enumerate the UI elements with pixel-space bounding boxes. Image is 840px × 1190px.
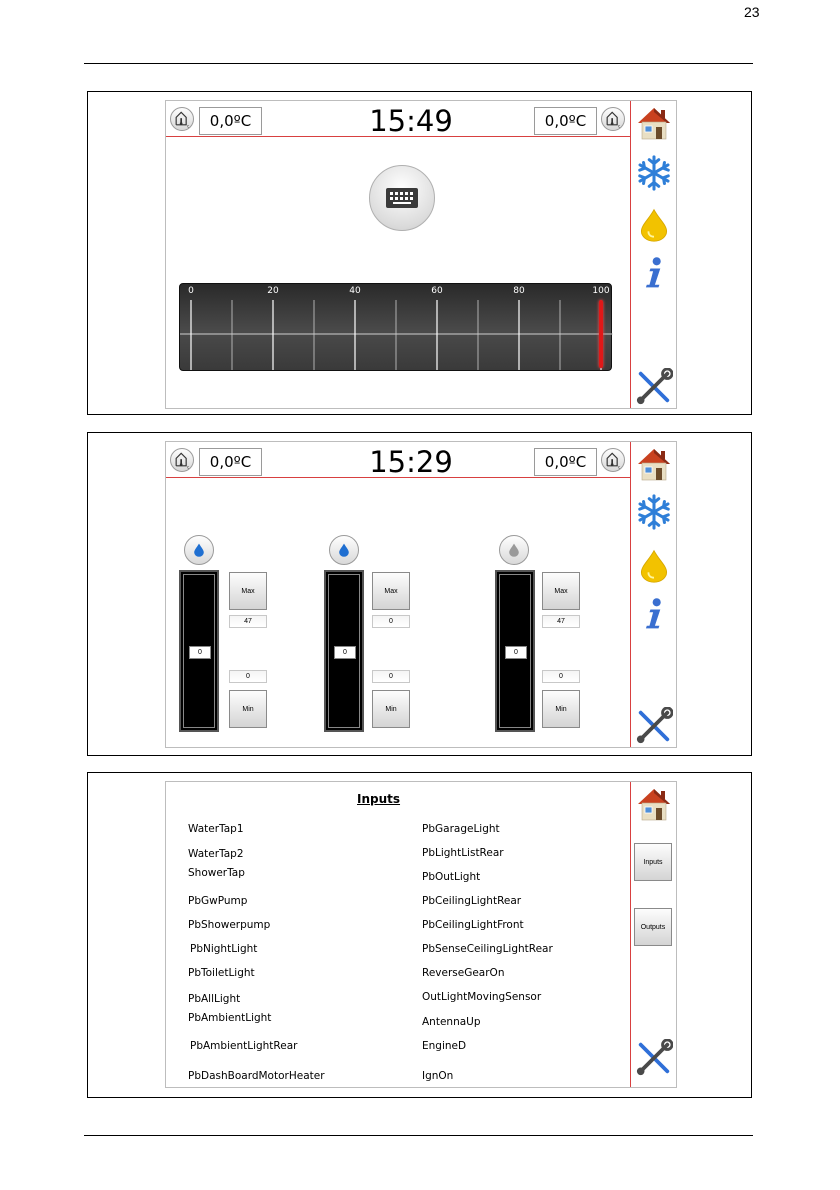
list-item: PbSenseCeilingLightRear [422, 943, 553, 955]
list-item: ShowerTap [188, 867, 245, 879]
outside-temp-icon[interactable] [601, 107, 625, 131]
icon-rail [630, 442, 676, 747]
gauge-indicator [599, 300, 603, 368]
gauge-tick-label: 40 [349, 286, 361, 296]
tank-3-min-value: 0 [542, 670, 580, 683]
status-header [166, 101, 631, 137]
tank-3-max-value: 47 [542, 615, 580, 628]
tank-1-drop-button[interactable] [184, 535, 214, 565]
list-item: PbOutLight [422, 871, 481, 883]
list-item: PbCeilingLightRear [422, 895, 522, 907]
icon-rail [630, 101, 676, 408]
list-item: WaterTap2 [188, 848, 244, 860]
water-drop-icon [506, 542, 522, 558]
water-drop-icon [191, 542, 207, 558]
list-item: PbShowerpump [188, 919, 271, 931]
tank-2-level-bar [324, 570, 364, 732]
status-header [166, 442, 631, 478]
inside-temp-icon[interactable] [170, 448, 194, 472]
tools-icon [635, 1039, 673, 1077]
gauge-tick-label: 20 [267, 286, 279, 296]
list-item: PbNightLight [190, 943, 258, 955]
inside-temp-display: 0,0ºC [199, 107, 262, 135]
outside-temp-display: 0,0ºC [534, 448, 597, 476]
display-screen-inputs [165, 781, 677, 1088]
list-item: OutLightMovingSensor [422, 991, 542, 1003]
gauge-grid [180, 284, 613, 372]
home-button[interactable] [634, 444, 674, 484]
home-icon [634, 784, 674, 824]
list-item: AntennaUp [422, 1016, 481, 1028]
home-button[interactable] [634, 784, 674, 824]
keyboard-button[interactable] [369, 165, 435, 231]
settings-button[interactable] [634, 706, 674, 746]
tank-1-level-bar [179, 570, 219, 732]
clock: 15:29 [369, 445, 453, 479]
info-button[interactable] [634, 594, 674, 634]
tank-2-level-value: 0 [334, 646, 356, 659]
list-item: PbAmbientLightRear [190, 1040, 298, 1052]
inside-temp-display: 0,0ºC [199, 448, 262, 476]
tank-3-max-button[interactable]: Max [542, 572, 580, 610]
tank-1-max-button[interactable]: Max [229, 572, 267, 610]
tools-icon [635, 707, 673, 745]
snowflake-icon [635, 154, 673, 192]
gauge-tick-label: 80 [513, 286, 525, 296]
tank-2-max-value: 0 [372, 615, 410, 628]
home-icon [634, 444, 674, 484]
settings-button[interactable] [634, 1038, 674, 1078]
gauge-tick-label: 0 [188, 286, 194, 296]
figure-panel-1 [87, 91, 752, 415]
heating-button[interactable] [634, 205, 674, 245]
info-button[interactable] [634, 253, 674, 293]
list-item: IgnOn [422, 1070, 454, 1082]
outside-temp-display: 0,0ºC [534, 107, 597, 135]
tank-1-max-value: 47 [229, 615, 267, 628]
list-item: PbToiletLight [188, 967, 255, 979]
header-rule [84, 63, 753, 64]
heating-button[interactable] [634, 546, 674, 586]
tank-3-level-bar [495, 570, 535, 732]
tank-3-drop-button[interactable] [499, 535, 529, 565]
gauge-tick-label: 60 [431, 286, 443, 296]
page-title: Inputs [357, 792, 401, 806]
list-item: PbAmbientLight [188, 1012, 272, 1024]
list-item: PbDashBoardMotorHeater [188, 1070, 325, 1082]
inputs-button[interactable]: Inputs [634, 843, 672, 881]
figure-panel-3 [87, 772, 752, 1098]
tank-1-min-button[interactable]: Min [229, 690, 267, 728]
tank-1-level-value: 0 [189, 646, 211, 659]
list-item: PbGarageLight [422, 823, 500, 835]
list-item: EngineD [422, 1040, 467, 1052]
fuel-drop-icon [636, 207, 672, 243]
list-item: ReverseGearOn [422, 967, 505, 979]
inside-temp-icon[interactable] [170, 107, 194, 131]
gauge-tick-label: 100 [592, 286, 610, 296]
tank-3-level-value: 0 [505, 646, 527, 659]
tank-2-drop-button[interactable] [329, 535, 359, 565]
list-item: PbAllLight [188, 993, 241, 1005]
fuel-drop-icon [636, 548, 672, 584]
display-screen-tanks [165, 441, 677, 748]
clock: 15:49 [369, 104, 453, 138]
water-drop-icon [336, 542, 352, 558]
settings-button[interactable] [634, 367, 674, 407]
list-item: WaterTap1 [188, 823, 244, 835]
list-item: PbGwPump [188, 895, 248, 907]
info-icon [636, 255, 672, 291]
tools-icon [635, 368, 673, 406]
figure-panel-2 [87, 432, 752, 756]
footer-rule [84, 1135, 753, 1136]
tank-1-min-value: 0 [229, 670, 267, 683]
home-icon [634, 103, 674, 143]
home-button[interactable] [634, 103, 674, 143]
snowflake-icon [635, 493, 673, 531]
tank-2-max-button[interactable]: Max [372, 572, 410, 610]
icon-rail [630, 782, 676, 1087]
list-item: PbCeilingLightFront [422, 919, 524, 931]
outside-temp-icon[interactable] [601, 448, 625, 472]
climate-button[interactable] [634, 492, 674, 532]
keyboard-icon [385, 187, 419, 209]
outputs-button[interactable]: Outputs [634, 908, 672, 946]
display-screen-heating [165, 100, 677, 409]
list-item: PbLightListRear [422, 847, 504, 859]
level-gauge [179, 283, 612, 371]
page-number: 23 [744, 4, 760, 20]
info-icon [636, 596, 672, 632]
tank-3-min-button[interactable]: Min [542, 690, 580, 728]
tank-2-min-button[interactable]: Min [372, 690, 410, 728]
climate-button[interactable] [634, 153, 674, 193]
tank-2-min-value: 0 [372, 670, 410, 683]
